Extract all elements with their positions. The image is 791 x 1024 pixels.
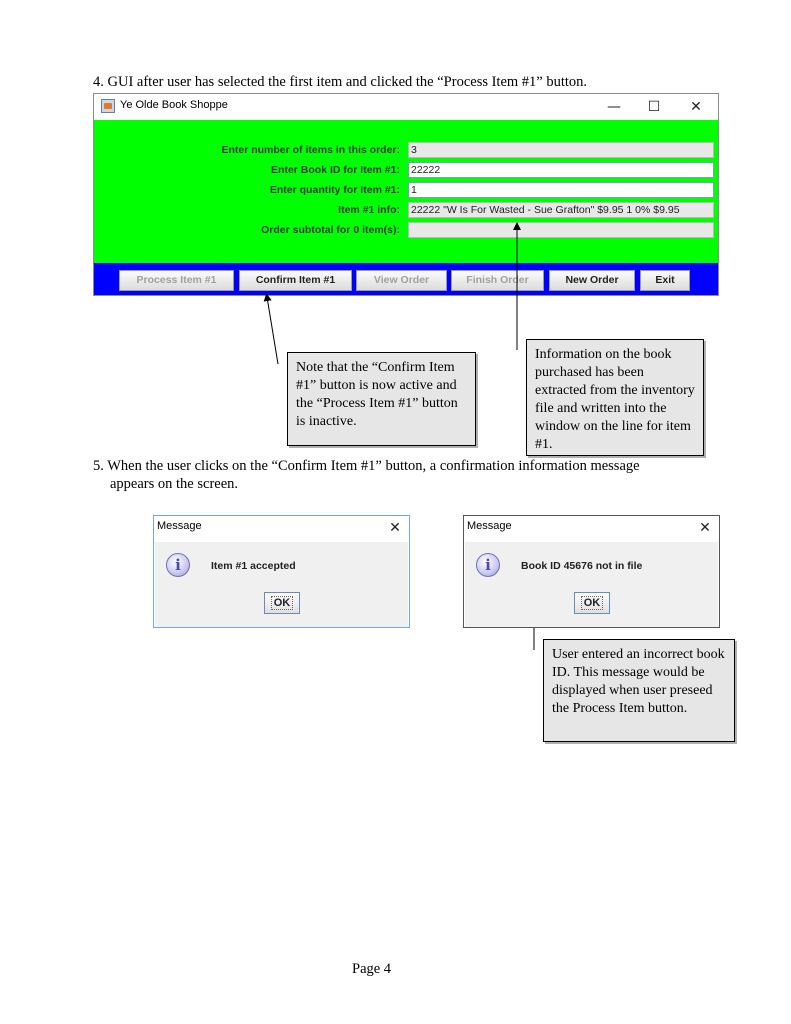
message-dialog-accepted (153, 515, 410, 628)
subtotal-label: Order subtotal for 0 item(s): (261, 224, 400, 236)
ok-button-label: OK (271, 596, 294, 610)
minimize-icon[interactable]: — (607, 99, 621, 115)
window-title: Ye Olde Book Shoppe (120, 99, 228, 111)
book-id-field[interactable]: 22222 (408, 162, 714, 178)
step4-heading: 4. GUI after user has selected the first item and clicked the “Process Item #1” button. (93, 74, 588, 90)
close-icon[interactable]: ✕ (690, 99, 702, 115)
ok-button-label: OK (581, 596, 604, 610)
item-info-label: Item #1 info: (338, 204, 400, 216)
confirm-arrow (267, 297, 278, 364)
dialog-title: Message (157, 520, 202, 532)
quantity-field[interactable]: 1 (408, 182, 714, 198)
dialog-title: Message (467, 520, 512, 532)
ok-button[interactable] (574, 592, 610, 614)
quantity-label: Enter quantity for Item #1: (269, 184, 400, 196)
error-note-callout: User entered an incorrect book ID. This message would be displayed when user preseed the Process Item button. (543, 639, 735, 742)
maximize-icon[interactable]: ☐ (647, 99, 661, 115)
item-info-field[interactable]: 22222 "W Is For Wasted - Sue Grafton" $9.95 1 0% $9.95 (408, 202, 714, 218)
new-order-button[interactable]: New Order (549, 270, 635, 291)
close-icon[interactable]: ✕ (389, 520, 401, 536)
items-count-label: Enter number of items in this order: (221, 144, 400, 156)
close-icon[interactable]: ✕ (699, 520, 711, 536)
process-item-button[interactable]: Process Item #1 (119, 270, 234, 291)
items-count-field[interactable]: 3 (408, 142, 714, 158)
dialog-body (465, 542, 718, 627)
info-note-callout: Information on the book purchased has been extracted from the inventory file and written into the window on the line for item #1. (526, 339, 704, 456)
exit-button[interactable]: Exit (640, 270, 690, 291)
confirm-note-callout: Note that the “Confirm Item #1” button is now active and the “Process Item #1” button is inactive. (287, 352, 476, 446)
info-icon: i (476, 553, 500, 577)
message-dialog-not-found (463, 515, 720, 628)
confirm-item-button[interactable]: Confirm Item #1 (239, 270, 352, 291)
book-id-label: Enter Book ID for Item #1: (271, 164, 400, 176)
step5-line2: appears on the screen. (110, 476, 239, 492)
info-icon: i (166, 553, 190, 577)
finish-order-button[interactable]: Finish Order (451, 270, 544, 291)
dialog-message: Item #1 accepted (211, 560, 296, 572)
step5-line1: 5. When the user clicks on the “Confirm Item #1” button, a confirmation information message (93, 458, 640, 474)
page-number: Page 4 (352, 961, 392, 977)
ok-button[interactable] (264, 592, 300, 614)
view-order-button[interactable]: View Order (356, 270, 447, 291)
dialog-body (155, 542, 408, 627)
dialog-message: Book ID 45676 not in file (521, 560, 643, 572)
